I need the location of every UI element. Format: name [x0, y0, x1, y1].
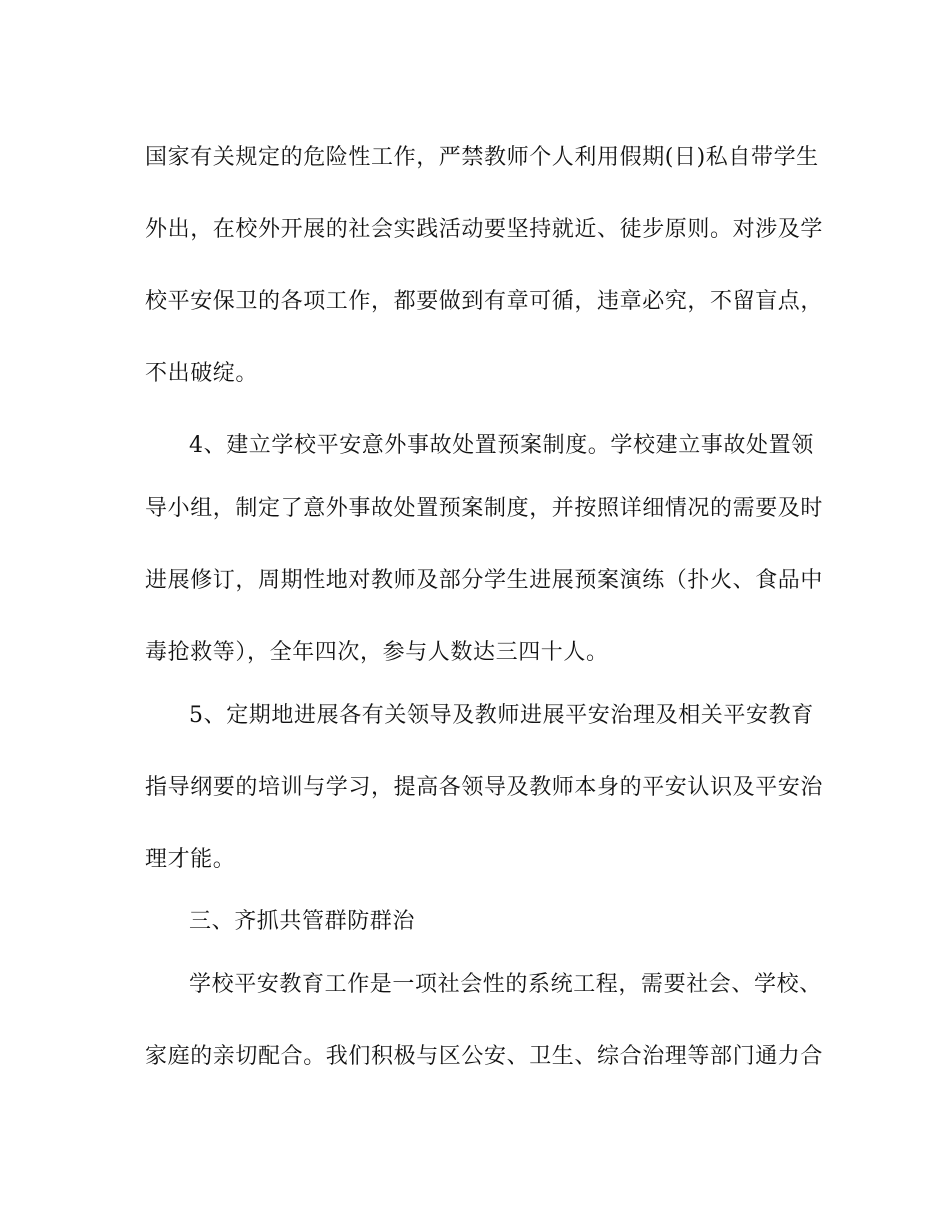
text-line: 校平安保卫的各项工作，都要做到有章可循，违章必究，不留盲点， [145, 289, 824, 314]
text-line: 指导纲要的培训与学习，提高各领导及教师本身的平安认识及平安治 [145, 775, 824, 800]
text-line: 国家有关规定的危险性工作，严禁教师个人利用假期(日)私自带学生 [145, 145, 819, 170]
paragraph-start-line: 5、定期地进展各有关领导及教师进展平安治理及相关平安教育 [189, 703, 814, 728]
section-heading: 三、齐抓共管群防群治 [189, 909, 416, 934]
text-line: 导小组，制定了意外事故处置预案制度，并按照详细情况的需要及时 [145, 496, 824, 521]
paragraph-start-line: 学校平安教育工作是一项社会性的系统工程，需要社会、学校、 [189, 972, 822, 997]
text-line: 外出，在校外开展的社会实践活动要坚持就近、徒步原则。对涉及学 [145, 217, 824, 242]
text-line: 不出破绽。 [145, 361, 259, 386]
paragraph-start-line: 4、建立学校平安意外事故处置预案制度。学校建立事故处置领 [189, 433, 814, 458]
text-line: 毒抢救等），全年四次，参与人数达三四十人。 [145, 640, 609, 665]
text-line: 进展修订，周期性地对教师及部分学生进展预案演练（扑火、食品中 [145, 568, 824, 593]
text-line: 家庭的亲切配合。我们积极与区公安、卫生、综合治理等部门通力合 [145, 1044, 824, 1069]
text-line: 理才能。 [145, 847, 236, 872]
